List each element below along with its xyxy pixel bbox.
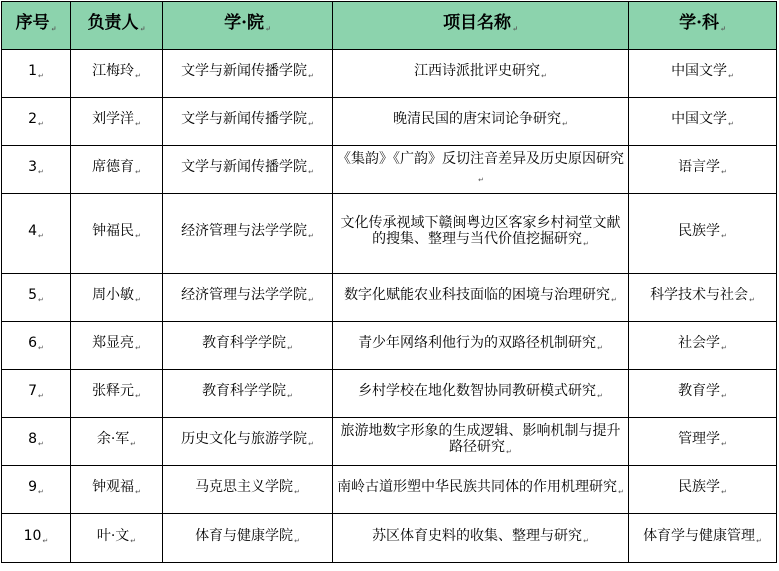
cell-no	[2, 194, 71, 274]
cell-college	[163, 194, 333, 274]
no-text: 10	[23, 527, 42, 544]
cell-project	[333, 418, 629, 466]
cell-subject	[629, 418, 777, 466]
leader-text: 席德育	[92, 159, 135, 175]
paragraph-mark: ↵	[478, 176, 484, 184]
no-text: 3	[28, 159, 38, 175]
table-row	[2, 146, 777, 194]
paragraph-mark: ↵	[38, 440, 44, 448]
project-text: 旅游地数字形象的生成逻辑、影响机制与提升路径研究	[340, 423, 621, 455]
paragraph-mark: ↵	[721, 488, 727, 496]
cell-subject	[629, 194, 777, 274]
leader-text: 张释元	[92, 383, 135, 399]
subject-text: 体育学与健康管理	[643, 527, 756, 544]
college-text: 经济管理与法学学院	[181, 223, 308, 239]
cell-leader	[71, 466, 163, 514]
paragraph-mark: ↵	[294, 488, 300, 496]
leader-text: 钟观福	[92, 479, 135, 495]
paragraph-mark: ↵	[130, 536, 137, 545]
paragraph-mark: ↵	[135, 232, 141, 240]
cell-college	[163, 322, 333, 370]
project-text: 南岭古道形塑中华民族共同体的作用机理研究	[337, 479, 618, 495]
leader-text: 钟福民	[92, 223, 135, 239]
cell-project	[333, 322, 629, 370]
cell-subject	[629, 274, 777, 322]
subject-text: 民族学	[678, 479, 721, 495]
cell-leader	[71, 274, 163, 322]
paragraph-mark: ↵	[38, 232, 44, 240]
paragraph-mark: ↵	[721, 232, 727, 240]
paragraph-mark: ↵	[611, 296, 617, 304]
paragraph-mark: ↵	[308, 72, 314, 80]
paragraph-mark: ↵	[135, 296, 141, 304]
subject-text: 中国文学	[671, 111, 728, 127]
cell-project	[333, 370, 629, 418]
cell-no	[2, 370, 71, 418]
paragraph-mark: ↵	[294, 536, 300, 545]
no-text: 9	[28, 479, 38, 495]
cell-no	[2, 274, 71, 322]
subject-text: 教育学	[678, 383, 721, 399]
no-text: 5	[28, 287, 38, 303]
paragraph-mark: ↵	[308, 168, 314, 176]
cell-subject	[629, 322, 777, 370]
no-text: 1	[28, 63, 38, 79]
table-row	[2, 98, 777, 146]
paragraph-mark: ↵	[135, 120, 141, 128]
cell-no	[2, 146, 71, 194]
no-text: 2	[28, 111, 38, 127]
project-text: 苏区体育史料的收集、整理与研究	[372, 527, 583, 544]
cell-project	[333, 514, 629, 563]
paragraph-mark: ↵	[135, 72, 141, 80]
cell-no	[2, 514, 71, 563]
cell-subject	[629, 50, 777, 98]
paragraph-mark: ↵	[308, 120, 314, 128]
paragraph-mark: ↵	[38, 488, 44, 496]
paragraph-mark: ↵	[721, 440, 727, 448]
paragraph-mark: ↵	[135, 392, 141, 400]
paragraph-mark: ↵	[287, 344, 293, 352]
leader-text: 刘学洋	[92, 111, 135, 127]
subject-text: 社会学	[678, 335, 721, 351]
header-subject	[629, 2, 777, 50]
header-leader	[71, 2, 163, 50]
paragraph-mark: ↵	[38, 168, 44, 176]
college-text: 经济管理与法学学院	[181, 287, 308, 303]
paragraph-mark: ↵	[618, 488, 624, 496]
cell-college	[163, 418, 333, 466]
cell-no	[2, 466, 71, 514]
leader-text: 郑显亮	[92, 335, 135, 351]
table-row	[2, 418, 777, 466]
paragraph-mark: ↵	[135, 488, 141, 496]
no-text: 4	[28, 223, 38, 239]
cell-college	[163, 98, 333, 146]
paragraph-mark: ↵	[265, 23, 271, 33]
cell-college	[163, 274, 333, 322]
no-text: 6	[28, 335, 38, 351]
table-row	[2, 514, 777, 563]
table-row	[2, 322, 777, 370]
cell-leader	[71, 514, 163, 563]
cell-leader	[71, 370, 163, 418]
cell-project	[333, 274, 629, 322]
subject-text: 科学技术与社会	[650, 287, 749, 303]
cell-no	[2, 322, 71, 370]
header-project	[333, 2, 629, 50]
paragraph-mark: ↵	[139, 23, 146, 33]
college-text: 教育科学学院	[202, 383, 287, 399]
header-subject-label: 学·科	[679, 12, 720, 33]
paragraph-mark: ↵	[597, 344, 603, 352]
paragraph-mark: ↵	[583, 536, 589, 545]
paragraph-mark: ↵	[721, 344, 727, 352]
project-text: 乡村学校在地化数智协同教研模式研究	[358, 383, 597, 399]
paragraph-mark: ↵	[728, 120, 734, 128]
no-text: 8	[28, 431, 38, 447]
subject-text: 中国文学	[671, 63, 728, 79]
college-text: 文学与新闻传播学院	[181, 63, 308, 79]
cell-project	[333, 98, 629, 146]
project-text: 《集韵》《广韵》反切注音差异及历史原因研究	[337, 151, 624, 167]
cell-subject	[629, 514, 777, 563]
table-row	[2, 370, 777, 418]
paragraph-mark: ↵	[506, 448, 512, 456]
table-row	[2, 274, 777, 322]
paragraph-mark: ↵	[721, 168, 727, 176]
cell-college	[163, 146, 333, 194]
paragraph-mark: ↵	[38, 120, 44, 128]
paragraph-mark: ↵	[135, 168, 141, 176]
paragraph-mark: ↵	[756, 536, 762, 545]
paragraph-mark: ↵	[720, 23, 726, 33]
cell-no	[2, 418, 71, 466]
paragraph-mark: ↵	[130, 440, 137, 448]
paragraph-mark: ↵	[562, 120, 568, 128]
college-text: 教育科学学院	[202, 335, 287, 351]
table-row	[2, 194, 777, 274]
leader-text: 叶·文	[96, 527, 130, 544]
cell-subject	[629, 98, 777, 146]
paragraph-mark: ↵	[308, 440, 314, 448]
header-college	[163, 2, 333, 50]
project-table	[1, 1, 777, 563]
college-text: 文学与新闻传播学院	[181, 111, 308, 127]
paragraph-mark: ↵	[721, 392, 727, 400]
paragraph-mark: ↵	[38, 344, 44, 352]
cell-leader	[71, 146, 163, 194]
cell-college	[163, 466, 333, 514]
paragraph-mark: ↵	[308, 232, 314, 240]
project-text: 江西诗派批评史研究	[414, 63, 541, 79]
header-no-label: 序号	[15, 12, 50, 33]
project-text: 晚清民国的唐宋词论争研究	[393, 111, 562, 127]
paragraph-mark: ↵	[749, 296, 755, 304]
college-text: 马克思主义学院	[195, 479, 294, 495]
header-project-label: 项目名称	[443, 12, 512, 33]
project-text: 青少年网络利他行为的双路径机制研究	[358, 335, 597, 351]
table-row	[2, 50, 777, 98]
cell-no	[2, 98, 71, 146]
paragraph-mark: ↵	[728, 72, 734, 80]
cell-leader	[71, 98, 163, 146]
paragraph-mark: ↵	[541, 72, 547, 80]
cell-project	[333, 194, 629, 274]
paragraph-mark: ↵	[287, 392, 293, 400]
cell-college	[163, 514, 333, 563]
paragraph-mark: ↵	[512, 23, 518, 33]
paragraph-mark: ↵	[38, 392, 44, 400]
paragraph-mark: ↵	[308, 296, 314, 304]
leader-text: 周小敏	[92, 287, 135, 303]
cell-leader	[71, 322, 163, 370]
cell-subject	[629, 466, 777, 514]
subject-text: 管理学	[678, 431, 721, 447]
cell-college	[163, 50, 333, 98]
college-text: 体育与健康学院	[195, 527, 294, 544]
college-text: 文学与新闻传播学院	[181, 159, 308, 175]
cell-project	[333, 146, 629, 194]
header-row	[2, 2, 777, 50]
header-leader-label: 负责人	[87, 12, 139, 33]
cell-leader	[71, 50, 163, 98]
cell-no	[2, 50, 71, 98]
subject-text: 语言学	[678, 159, 721, 175]
paragraph-mark: ↵	[50, 23, 57, 33]
cell-project	[333, 50, 629, 98]
cell-leader	[71, 194, 163, 274]
paragraph-mark: ↵	[38, 72, 44, 80]
cell-project	[333, 466, 629, 514]
leader-text: 江梅玲	[92, 63, 135, 79]
paragraph-mark: ↵	[135, 344, 141, 352]
cell-subject	[629, 146, 777, 194]
paragraph-mark: ↵	[42, 536, 49, 545]
cell-subject	[629, 370, 777, 418]
subject-text: 民族学	[678, 223, 721, 239]
table-row	[2, 466, 777, 514]
paragraph-mark: ↵	[583, 240, 589, 248]
cell-college	[163, 370, 333, 418]
paragraph-mark: ↵	[38, 296, 44, 304]
leader-text: 余·军	[96, 431, 130, 447]
cell-leader	[71, 418, 163, 466]
no-text: 7	[28, 383, 38, 399]
project-text: 数字化赋能农业科技面临的困境与治理研究	[344, 287, 611, 303]
project-text: 文化传承视域下赣闽粤边区客家乡村祠堂文献的搜集、整理与当代价值挖掘研究	[340, 215, 621, 247]
header-college-label: 学·院	[224, 12, 265, 33]
paragraph-mark: ↵	[597, 392, 603, 400]
college-text: 历史文化与旅游学院	[181, 431, 308, 447]
header-no	[2, 2, 71, 50]
